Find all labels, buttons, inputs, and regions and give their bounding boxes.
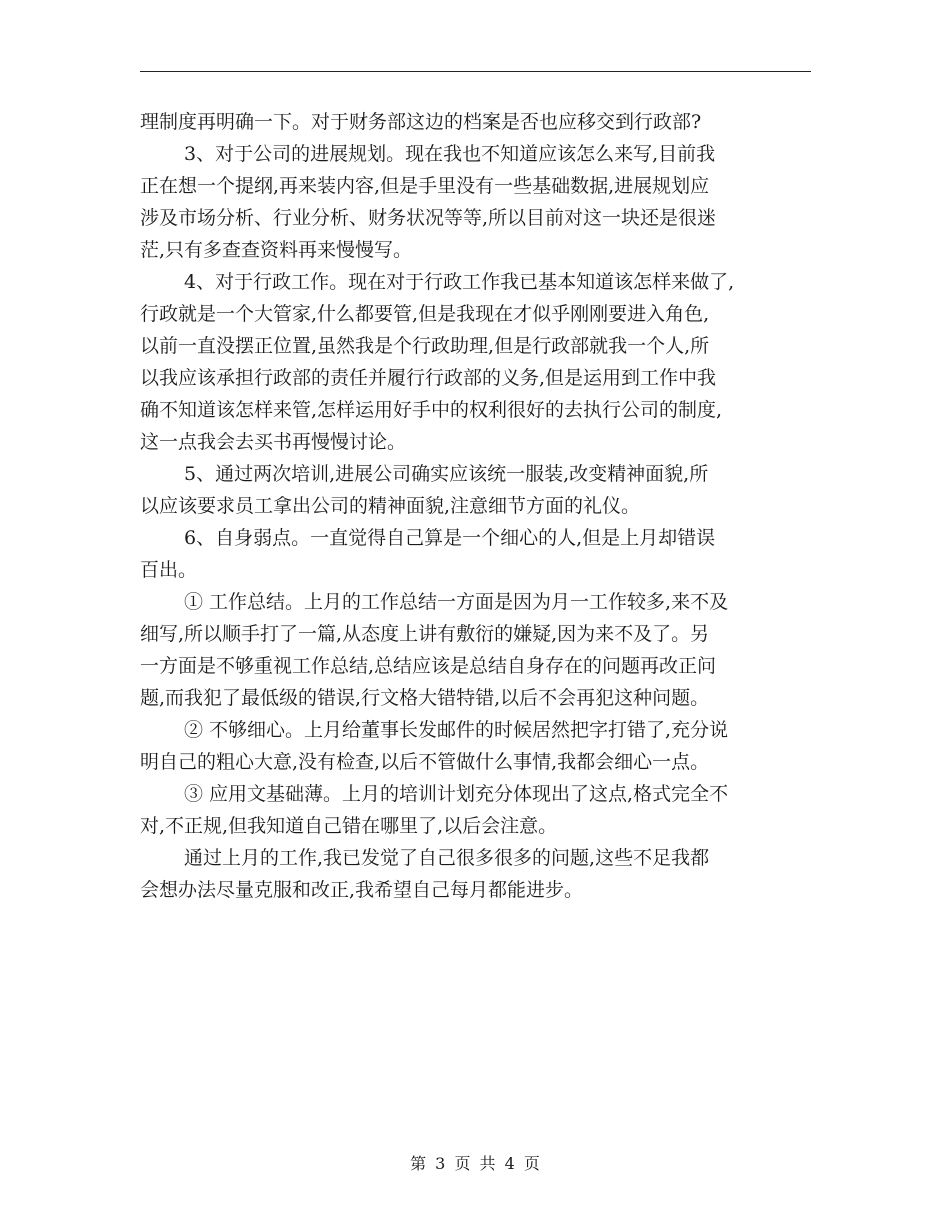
text-line: 6、自身弱点。一直觉得自己算是一个细心的人,但是上月却错误 xyxy=(184,527,716,549)
text-line: 5、通过两次培训,进展公司确实应该统一服装,改变精神面貌,所 xyxy=(184,463,709,485)
text-line: 4、对于行政工作。现在对于行政工作我已基本知道该怎样来做了, xyxy=(184,271,735,293)
text-line: 题,而我犯了最低级的错误,行文格大错特错,以后不会再犯这种问题。 xyxy=(140,687,710,709)
text-line: 行政就是一个大管家,什么都要管,但是我现在才似乎刚刚要进入角色, xyxy=(140,303,710,325)
text-line: 正在想一个提纲,再来装内容,但是手里没有一些基础数据,进展规划应 xyxy=(140,175,710,197)
text-line: 会想办法尽量克服和改正,我希望自己每月都能进步。 xyxy=(140,879,584,901)
text-line: 明自己的粗心大意,没有检查,以后不管做什么事情,我都会细心一点。 xyxy=(140,751,710,773)
text-line: 细写,所以顺手打了一篇,从态度上讲有敷衍的嫌疑,因为来不及了。另 xyxy=(140,623,710,645)
text-line: 以我应该承担行政部的责任并履行行政部的义务,但是运用到工作中我 xyxy=(140,367,717,389)
document-body xyxy=(140,106,812,906)
text-line: 百出。 xyxy=(140,559,198,581)
text-line: 理制度再明确一下。对于财务部这边的档案是否也应移交到行政部? xyxy=(140,111,702,133)
text-line: ② 不够细心。上月给董事长发邮件的时候居然把字打错了,充分说 xyxy=(184,719,729,741)
text-line: 以应该要求员工拿出公司的精神面貌,注意细节方面的礼仪。 xyxy=(140,495,641,517)
header-rule xyxy=(140,71,811,72)
text-line: 对,不正规,但我知道自己错在哪里了,以后会注意。 xyxy=(140,815,558,837)
text-line: 3、对于公司的进展规划。现在我也不知道应该怎么来写,目前我 xyxy=(184,143,716,165)
page-number-footer: 第 3 页 共 4 页 xyxy=(410,1154,540,1173)
text-line: 这一点我会去买书再慢慢讨论。 xyxy=(140,431,407,453)
text-line: ③ 应用文基础薄。上月的培训计划充分体现出了这点,格式完全不 xyxy=(184,783,729,805)
text-line: 确不知道该怎样来管,怎样运用好手中的权利很好的去执行公司的制度, xyxy=(140,399,723,421)
text-line: 涉及市场分析、行业分析、财务状况等等,所以目前对这一块还是很迷 xyxy=(140,207,717,229)
text-line: 以前一直没摆正位置,虽然我是个行政助理,但是行政部就我一个人,所 xyxy=(140,335,710,357)
text-line: 茫,只有多查查资料再来慢慢写。 xyxy=(140,239,413,261)
text-line: 一方面是不够重视工作总结,总结应该是总结自身存在的问题再改正问 xyxy=(140,655,717,677)
text-line: 通过上月的工作,我已发觉了自己很多很多的问题,这些不足我都 xyxy=(184,847,710,869)
text-line: ① 工作总结。上月的工作总结一方面是因为月一工作较多,来不及 xyxy=(184,591,729,613)
